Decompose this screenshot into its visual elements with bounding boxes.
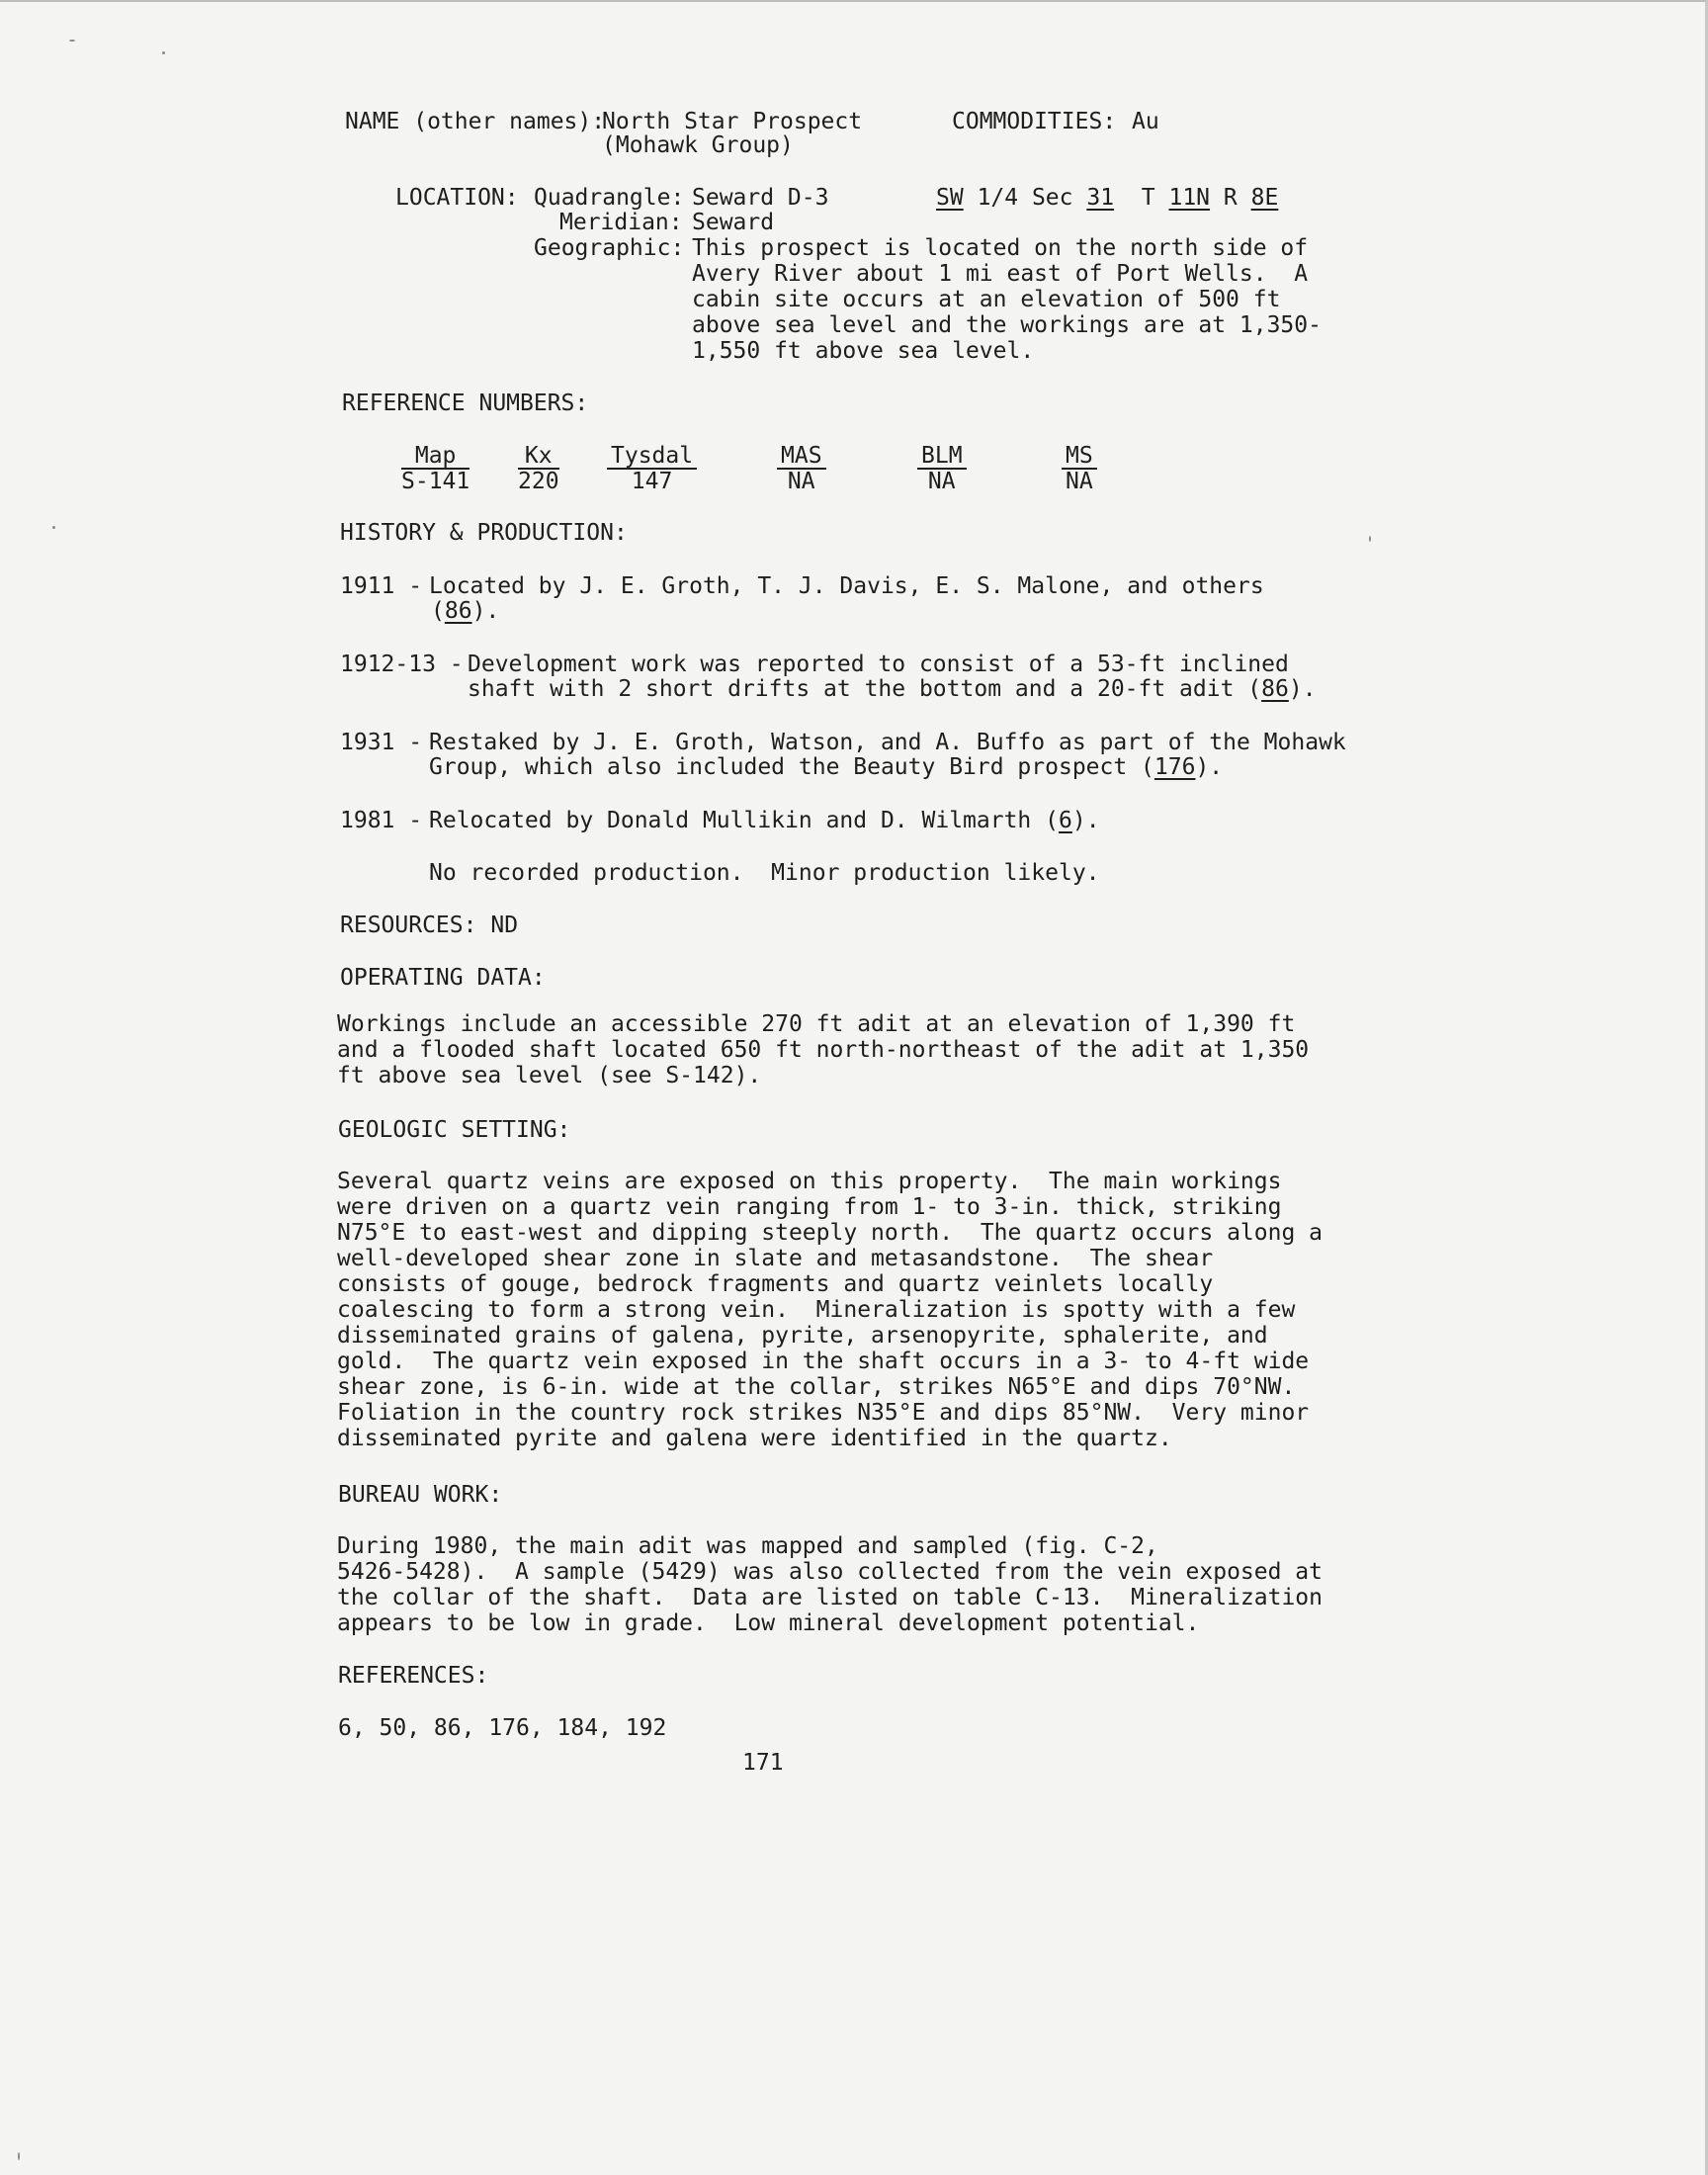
resources [340, 913, 518, 938]
ref-name: Kx [518, 444, 559, 470]
history-text-pre: ( [431, 598, 445, 624]
range-prefix: R [1223, 185, 1238, 211]
name-value: North Star Prospect [602, 109, 863, 134]
bureau-line: appears to be low in grade. Low mineral development potential. [337, 1610, 1200, 1636]
history-year: 1912-13 - [340, 652, 464, 677]
quarter-suffix: 1/4 Sec [977, 185, 1073, 211]
geologic-line: well-developed shear zone in slate and metasandstone. The shear [337, 1246, 1214, 1271]
scan-speck [69, 40, 75, 42]
geologic-line: were driven on a quartz vein ranging from 1- to 3-in. thick, striking [337, 1194, 1282, 1220]
history-text [431, 598, 499, 624]
scan-speck [18, 2152, 20, 2160]
meridian-label: Meridian: [559, 210, 683, 235]
ref-name: Map [401, 444, 470, 470]
production-note: No recorded production. Minor production likely. [429, 860, 1100, 886]
reference-numbers-label: REFERENCE NUMBERS: [342, 391, 589, 416]
bureau-line: 5426-5428). A sample (5429) was also collected from the vein exposed at [337, 1559, 1323, 1585]
operating-data-label: OPERATING DATA: [340, 965, 546, 991]
geographic-line: above sea level and the workings are at 1,350- [692, 312, 1322, 338]
geographic-line: 1,550 ft above sea level. [692, 338, 1035, 364]
ref-name: MAS [777, 444, 826, 470]
ref-col-ms [1062, 444, 1097, 493]
range: 8E [1250, 185, 1279, 211]
references-label: REFERENCES: [338, 1663, 489, 1689]
geographic-label: Geographic: [534, 235, 685, 261]
geologic-setting-label: GEOLOGIC SETTING: [338, 1117, 571, 1143]
scan-speck [162, 51, 165, 54]
history-text [429, 808, 1100, 833]
geologic-line: disseminated pyrite and galena were identified in the quartz. [337, 1426, 1172, 1451]
quarter-section: SW [936, 185, 964, 211]
resources-label: RESOURCES: [340, 913, 477, 938]
history-year: 1911 - [340, 573, 423, 599]
geographic-line: cabin site occurs at an elevation of 500 ft [692, 287, 1281, 312]
ref-value: NA [927, 469, 956, 494]
ref-name: BLM [917, 444, 967, 470]
ref-col-tysdal [607, 444, 697, 493]
history-text: Restaked by J. E. Groth, Watson, and A. Buffo as part of the Mohawk [429, 730, 1346, 755]
history-label: HISTORY & PRODUCTION: [340, 520, 628, 546]
ref-col-blm [917, 444, 967, 493]
history-text-post: ). [471, 598, 500, 624]
section-number: 31 [1086, 185, 1115, 211]
legal-description [936, 185, 1278, 211]
operating-data-text [337, 1011, 1309, 1088]
quadrangle-value: Seward D-3 [692, 185, 829, 211]
ref-value: NA [1066, 469, 1093, 494]
history-text-post: ). [1071, 808, 1100, 833]
operating-line: Workings include an accessible 270 ft adit at an elevation of 1,390 ft [337, 1011, 1296, 1037]
references-value: 6, 50, 86, 176, 184, 192 [338, 1715, 667, 1741]
quadrangle-label: Quadrangle: [534, 185, 685, 211]
commodities-label: COMMODITIES: [952, 109, 1117, 134]
geologic-setting-text [337, 1169, 1323, 1451]
history-year: 1981 - [340, 808, 423, 833]
meridian-value: Seward [692, 210, 775, 235]
reference-link: 6 [1058, 808, 1072, 833]
scan-speck [52, 526, 55, 529]
bureau-line: During 1980, the main adit was mapped and sampled (fig. C-2, [337, 1533, 1158, 1559]
ref-col-mas [777, 444, 826, 493]
ref-name: Tysdal [607, 444, 697, 470]
history-year: 1931 - [340, 730, 423, 755]
history-text-pre: shaft with 2 short drifts at the bottom and a 20-ft adit ( [468, 676, 1262, 702]
geologic-line: Several quartz veins are exposed on this property. The main workings [337, 1169, 1282, 1194]
geographic-line: Avery River about 1 mi east of Port Wells. A [692, 261, 1309, 287]
history-text [468, 676, 1317, 702]
other-names: (Mohawk Group) [602, 132, 794, 158]
ref-value: S-141 [401, 469, 470, 494]
ref-value: NA [787, 469, 815, 494]
geologic-line: disseminated grains of galena, pyrite, arsenopyrite, sphalerite, and [337, 1323, 1268, 1348]
bureau-line: the collar of the shaft. Data are listed on table C-13. Mineralization [337, 1585, 1323, 1610]
ref-value: 220 [518, 469, 559, 494]
bureau-work-label: BUREAU WORK: [338, 1482, 503, 1508]
history-text [429, 754, 1223, 780]
geographic-description [692, 235, 1322, 364]
geologic-line: N75°E to east-west and dipping steeply north. The quartz occurs along a [337, 1220, 1323, 1246]
reference-link: 86 [1261, 676, 1289, 702]
geographic-line: This prospect is located on the north side of [692, 235, 1309, 261]
reference-link: 86 [444, 598, 472, 624]
resources-value: ND [490, 913, 519, 938]
bureau-work-text [337, 1533, 1323, 1636]
location-label: LOCATION: [395, 185, 519, 211]
reference-link: 176 [1153, 754, 1196, 780]
operating-line: and a flooded shaft located 650 ft north-northeast of the adit at 1,350 [337, 1037, 1310, 1063]
history-text-pre: Relocated by Donald Mullikin and D. Wilmarth ( [429, 808, 1059, 833]
scan-speck [1369, 536, 1371, 542]
township-prefix: T [1141, 185, 1155, 211]
ref-name: MS [1062, 444, 1097, 470]
geologic-line: consists of gouge, bedrock fragments and quartz veinlets locally [337, 1271, 1214, 1297]
township: 11N [1168, 185, 1211, 211]
commodities-value: Au [1132, 109, 1159, 134]
ref-value: 147 [631, 469, 673, 494]
history-text-pre: Group, which also included the Beauty Bird prospect ( [429, 754, 1154, 780]
history-text-post: ). [1195, 754, 1224, 780]
operating-line: ft above sea level (see S-142). [337, 1063, 762, 1088]
geologic-line: gold. The quartz vein exposed in the shaft occurs in a 3- to 4-ft wide [337, 1348, 1310, 1374]
geologic-line: Foliation in the country rock strikes N35°E and dips 85°NW. Very minor [337, 1400, 1310, 1426]
history-text: Located by J. E. Groth, T. J. Davis, E. S. Malone, and others [429, 573, 1264, 599]
history-text-post: ). [1288, 676, 1317, 702]
page-number: 171 [742, 1750, 784, 1776]
ref-col-map [401, 444, 470, 493]
geologic-line: shear zone, is 6-in. wide at the collar, strikes N65°E and dips 70°NW. [337, 1374, 1296, 1400]
name-label: NAME (other names): [345, 109, 606, 134]
ref-col-kx [518, 444, 559, 493]
geologic-line: coalescing to form a strong vein. Mineralization is spotty with a few [337, 1297, 1296, 1323]
history-text: Development work was reported to consist of a 53-ft inclined [468, 652, 1289, 677]
